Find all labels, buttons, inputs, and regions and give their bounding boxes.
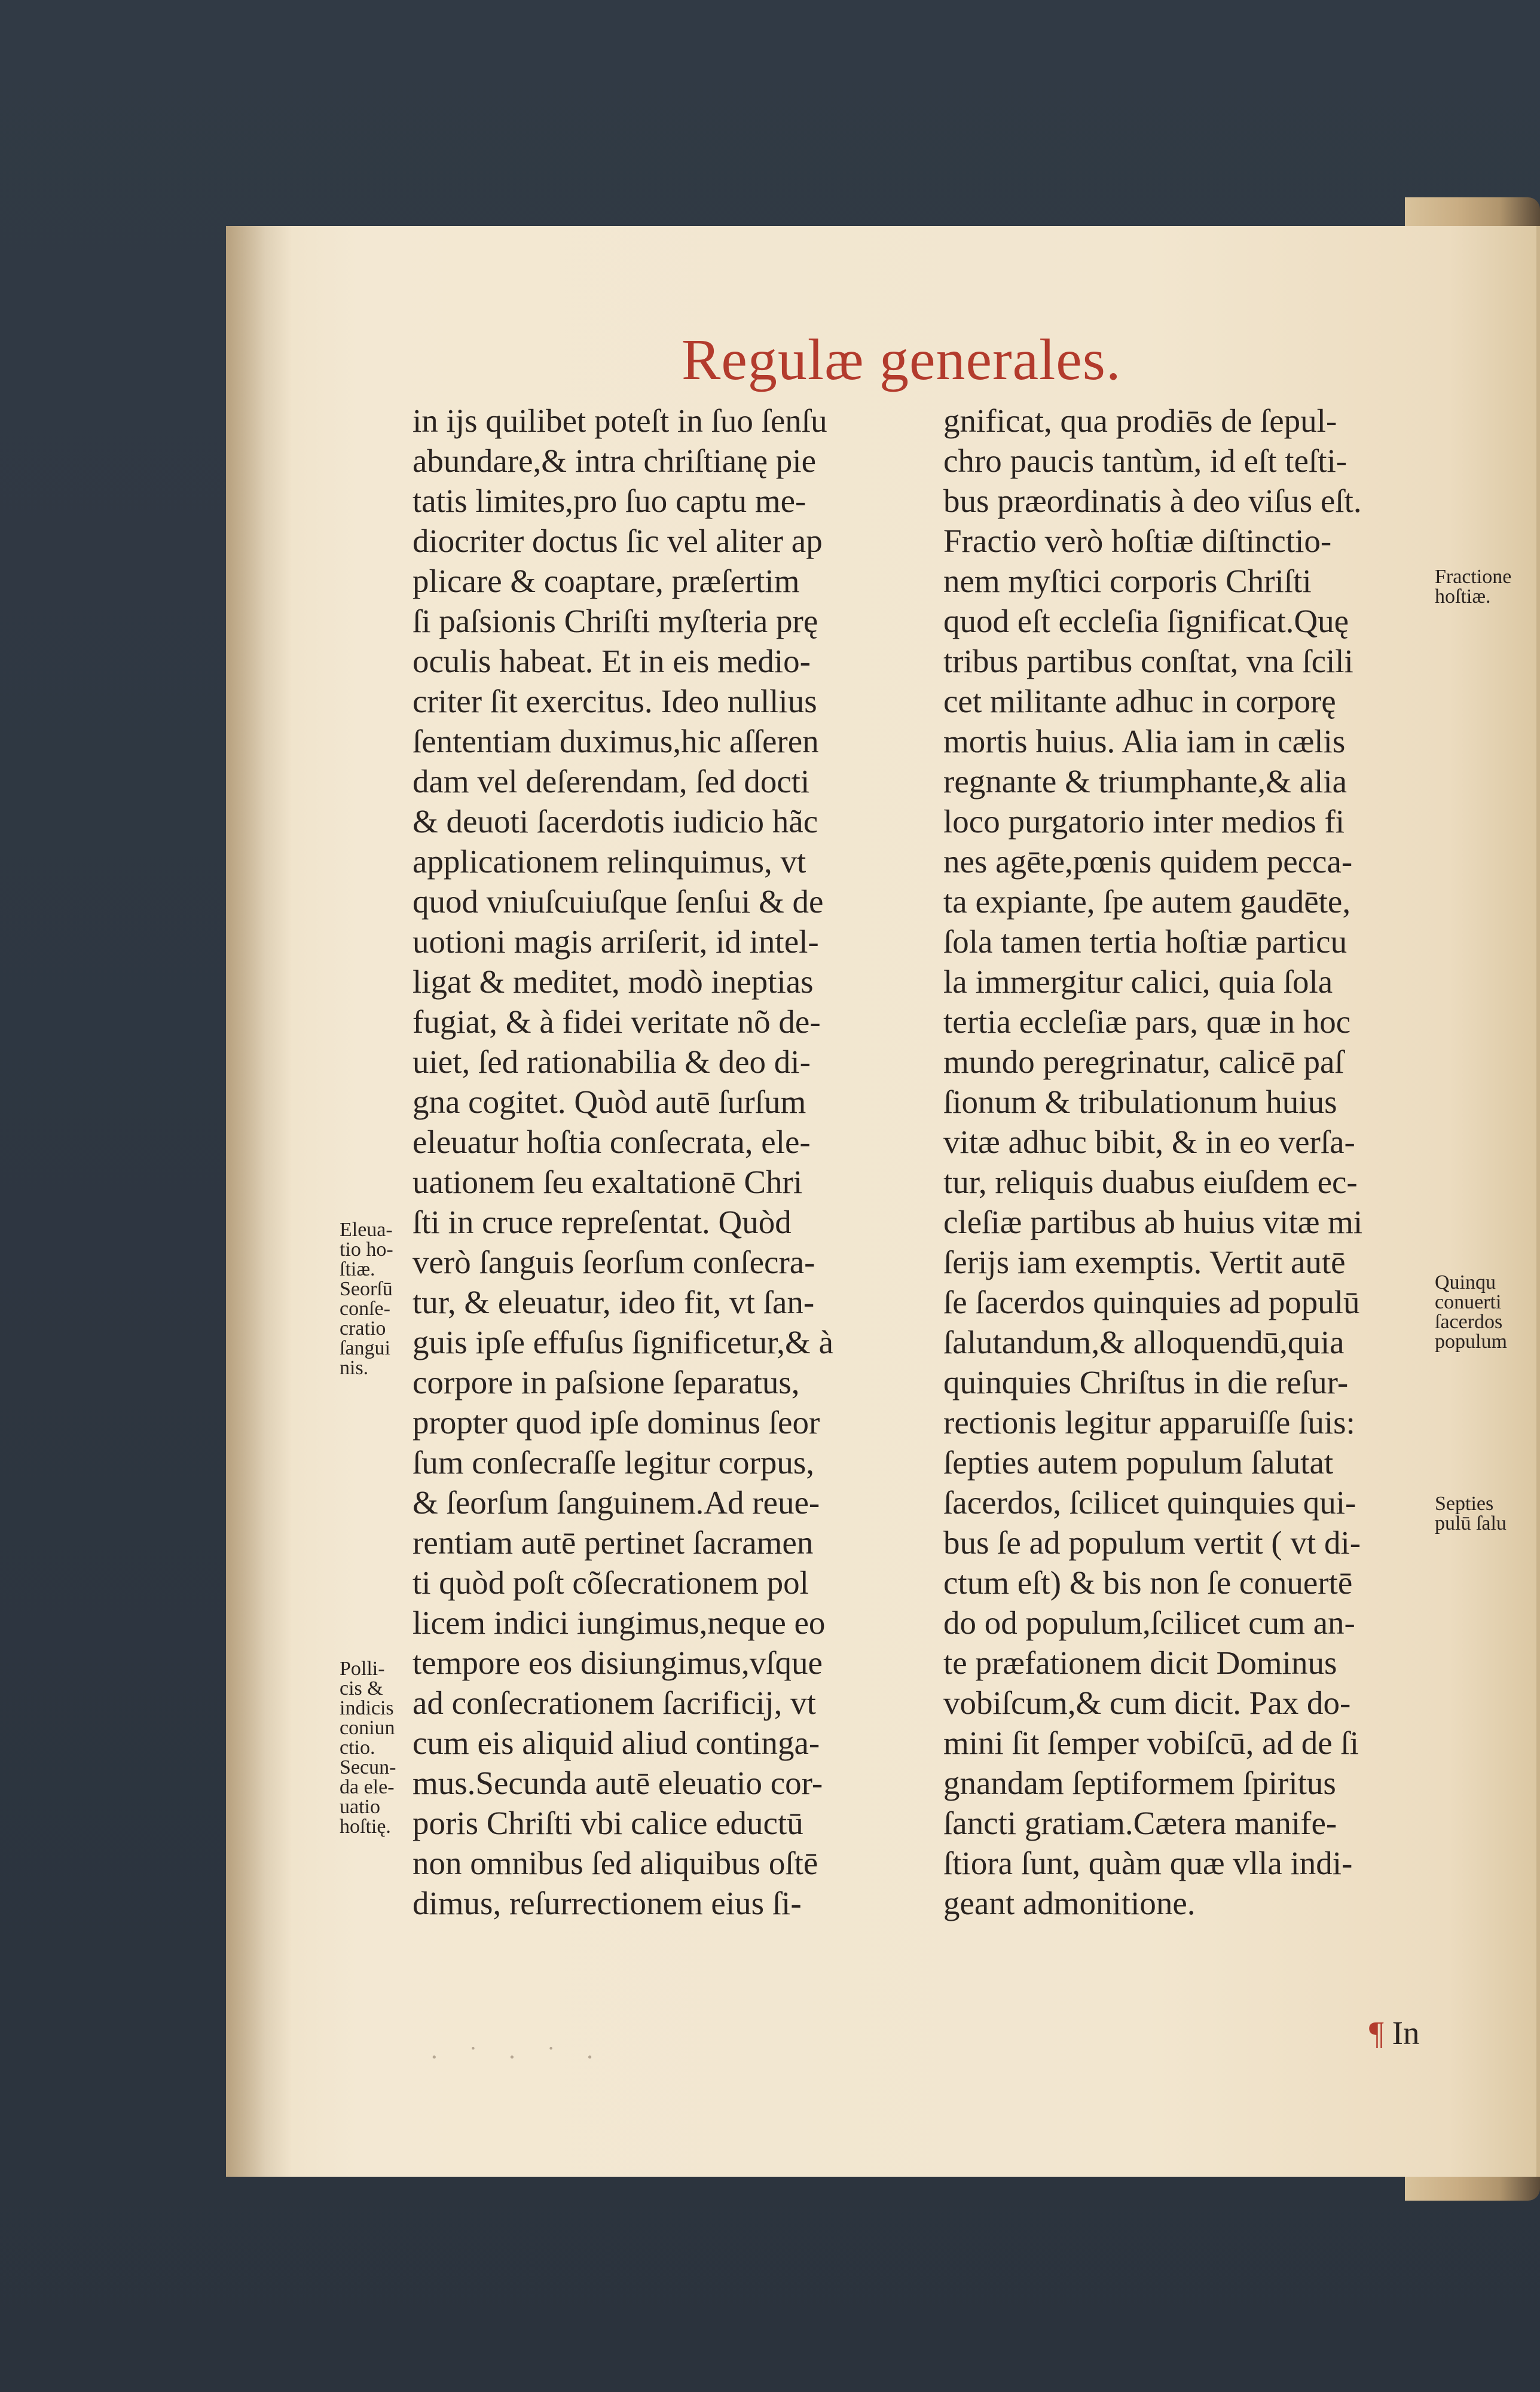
margin-note-line: Fractione: [1435, 566, 1512, 588]
text-line: vobiſcum,& cum dicit. Pax do-: [943, 1685, 1351, 1721]
margin-note-line: da ele-: [340, 1776, 395, 1798]
margin-note-line: cis &: [340, 1677, 383, 1700]
text-line: ſerijs iam exemptis. Vertit autē: [943, 1244, 1346, 1280]
text-line: ſionum & tribulationum huius: [943, 1084, 1337, 1120]
margin-note-line: uatio: [340, 1796, 380, 1818]
text-line: in ijs quilibet poteſt in ſuo ſenſu: [412, 402, 827, 439]
text-line: cum eis aliquid aliud continga-: [412, 1725, 820, 1761]
text-line: corpore in paſsione ſeparatus,: [412, 1364, 800, 1401]
text-line: ſti in cruce repreſentat. Quòd: [412, 1204, 792, 1240]
text-line: cleſiæ partibus ab huius vitæ mi: [943, 1204, 1363, 1240]
text-line: ſacerdos, ſcilicet quinquies qui-: [943, 1484, 1356, 1521]
margin-note-line: coniun: [340, 1717, 395, 1739]
text-line: tur, & eleuatur, ideo fit, vt ſan-: [412, 1284, 815, 1320]
text-line: do od populum,ſcilicet cum an-: [943, 1604, 1355, 1641]
text-line: ſententiam duximus,hic aſſeren: [412, 723, 819, 759]
text-line: te præfationem dicit Dominus: [943, 1644, 1337, 1681]
text-line: vitæ adhuc bibit, & in eo verſa-: [943, 1124, 1355, 1160]
text-line: loco purgatorio inter medios fi: [943, 803, 1345, 840]
margin-note-line: conuerti: [1435, 1291, 1502, 1313]
text-line: ti quòd poſt cõſecrationem pol: [412, 1564, 809, 1601]
text-line: ſi paſsionis Chriſti myſteria prę: [412, 603, 818, 639]
text-line: criter ſit exercitus. Ideo nullius: [412, 683, 817, 719]
left-text-column: [412, 401, 927, 1923]
margin-note-line: nis.: [340, 1357, 369, 1379]
text-line: ſepties autem populum ſalutat: [943, 1444, 1334, 1481]
text-line: uiet, ſed rationabilia & deo di-: [412, 1044, 811, 1080]
text-line: & ſeorſum ſanguinem.Ad reue-: [412, 1484, 820, 1521]
text-line: ſalutandum,& alloquendū,quia: [943, 1324, 1345, 1360]
binding-shadow: [226, 226, 292, 2177]
margin-gap: [340, 1378, 411, 1659]
text-line: mortis huius. Alia iam in cælis: [943, 723, 1346, 759]
pilcrow-icon: ¶: [1369, 2015, 1384, 2051]
margin-note-line: ctio.: [340, 1737, 375, 1759]
text-line: la immergitur calici, quia ſola: [943, 963, 1333, 1000]
text-line: bus præordinatis à deo viſus eſt.: [943, 483, 1362, 519]
text-line: plicare & coaptare, præſertim: [412, 563, 800, 599]
margin-note-line: Eleua-: [340, 1219, 393, 1241]
text-line: guis ipſe effuſus ſignificetur,& à: [412, 1324, 833, 1360]
margin-note-line: Septies: [1435, 1493, 1494, 1515]
margin-note-line: conſe-: [340, 1298, 390, 1320]
text-line: geant admonitione.: [943, 1885, 1196, 1921]
text-line: poris Chriſti vbi calice eductū: [412, 1805, 803, 1841]
text-line: verò ſanguis ſeorſum conſecra-: [412, 1244, 815, 1280]
margin-note-line: Secun-: [340, 1756, 396, 1778]
text-line: gnificat, qua prodiēs de ſepul-: [943, 402, 1337, 439]
text-line: nem myſtici corporis Chriſti: [943, 563, 1312, 599]
text-line: mini ſit ſemper vobiſcū, ad de ſi: [943, 1725, 1359, 1761]
text-line: & deuoti ſacerdotis iudicio hãc: [412, 803, 818, 840]
text-line: ſum conſecraſſe legitur corpus,: [412, 1444, 814, 1481]
text-line: regnante & triumphante,& alia: [943, 763, 1348, 800]
text-line: tertia eccleſiæ pars, quæ in hoc: [943, 1003, 1351, 1040]
margin-note-line: hoſtiæ.: [1435, 585, 1491, 608]
text-line: ta expiante, ſpe autem gaudēte,: [943, 883, 1351, 920]
margin-note-line: Seorſū: [340, 1278, 393, 1300]
right-margin-note-fractio: [1435, 567, 1536, 606]
text-line: quinquies Chriſtus in die reſur-: [943, 1364, 1349, 1401]
margin-note-line: hoſtię.: [340, 1816, 391, 1838]
text-line: ad conſecrationem ſacrificij, vt: [412, 1685, 816, 1721]
text-line: nes agēte,pœnis quidem pecca-: [943, 843, 1353, 880]
margin-note-line: ſacerdos: [1435, 1311, 1503, 1333]
text-line: quod vniuſcuiuſque ſenſui & de: [412, 883, 824, 920]
text-line: ſancti gratiam.Cætera manife-: [943, 1805, 1337, 1841]
right-text-column: [943, 401, 1458, 1923]
text-line: rectionis legitur apparuiſſe ſuis:: [943, 1404, 1355, 1441]
text-line: bus ſe ad populum vertit ( vt di-: [943, 1524, 1361, 1561]
text-line: tur, reliquis duabus eiuſdem ec-: [943, 1164, 1358, 1200]
catchword-text: In: [1392, 2015, 1420, 2051]
text-line: rentiam autē pertinet ſacramen: [412, 1524, 814, 1561]
text-line: oculis habeat. Et in eis medio-: [412, 643, 811, 679]
text-line: Fractio verò hoſtiæ diſtinctio-: [943, 523, 1332, 559]
margin-note-line: ſangui: [340, 1337, 390, 1359]
text-line: ſe ſacerdos quinquies ad populū: [943, 1284, 1360, 1320]
text-line: tatis limites,pro ſuo captu me-: [412, 483, 806, 519]
text-line: propter quod ipſe dominus ſeor: [412, 1404, 820, 1441]
printer-marks: · ˙ · ˙ ·: [430, 2044, 605, 2071]
catchword: [1369, 2014, 1447, 2052]
margin-note-line: tio ho-: [340, 1238, 393, 1261]
margin-note-line: ſtiæ.: [340, 1258, 375, 1280]
margin-note-line: populum: [1435, 1331, 1507, 1353]
margin-note-line: indicis: [340, 1697, 394, 1719]
text-line: mundo peregrinatur, calicē paſ: [943, 1044, 1344, 1080]
right-margin-note-septies: [1435, 1494, 1536, 1533]
left-margin-notes: [340, 1220, 411, 1836]
text-line: mus.Secunda autē eleuatio cor-: [412, 1765, 823, 1801]
text-line: applicationem relinquimus, vt: [412, 843, 806, 880]
text-line: diocriter doctus ſic vel aliter ap: [412, 523, 823, 559]
text-line: ligat & meditet, modò ineptias: [412, 963, 814, 1000]
text-line: abundare,& intra chriſtianę pie: [412, 443, 816, 479]
margin-note-line: Quinqu: [1435, 1271, 1496, 1293]
margin-note-line: cratio: [340, 1317, 386, 1340]
text-line: chro paucis tantùm, id eſt teſti-: [943, 443, 1348, 479]
text-line: fugiat, & à fidei veritate nõ de-: [412, 1003, 821, 1040]
text-line: uationem ſeu exaltationē Chri: [412, 1164, 803, 1200]
margin-note-line: pulū ſalu: [1435, 1512, 1507, 1534]
text-line: uotioni magis arriſerit, id intel-: [412, 923, 819, 960]
running-head: Regulæ generales.: [682, 328, 1122, 392]
right-margin-note-quinquies: [1435, 1273, 1536, 1351]
text-line: gna cogitet. Quòd autē ſurſum: [412, 1084, 806, 1120]
text-line: non omnibus ſed aliquibus oſtē: [412, 1845, 818, 1881]
margin-note-line: Polli-: [340, 1658, 385, 1680]
text-line: tribus partibus conſtat, vna ſcili: [943, 643, 1353, 679]
text-line: dimus, reſurrectionem eius ſi-: [412, 1885, 802, 1921]
text-line: cet militante adhuc in corporę: [943, 683, 1336, 719]
text-line: ſola tamen tertia hoſtiæ particu: [943, 923, 1348, 960]
text-line: gnandam ſeptiformem ſpiritus: [943, 1765, 1336, 1801]
text-line: quod eſt eccleſia ſignificat.Quę: [943, 603, 1349, 639]
text-line: dam vel deſerendam, ſed docti: [412, 763, 810, 800]
text-line: licem indici iungimus,neque eo: [412, 1604, 826, 1641]
text-line: ſtiora ſunt, quàm quæ vlla indi-: [943, 1845, 1353, 1881]
text-line: tempore eos disiungimus,vſque: [412, 1644, 823, 1681]
text-line: eleuatur hoſtia conſecrata, ele-: [412, 1124, 811, 1160]
text-line: ctum eſt) & bis non ſe conuertē: [943, 1564, 1353, 1601]
